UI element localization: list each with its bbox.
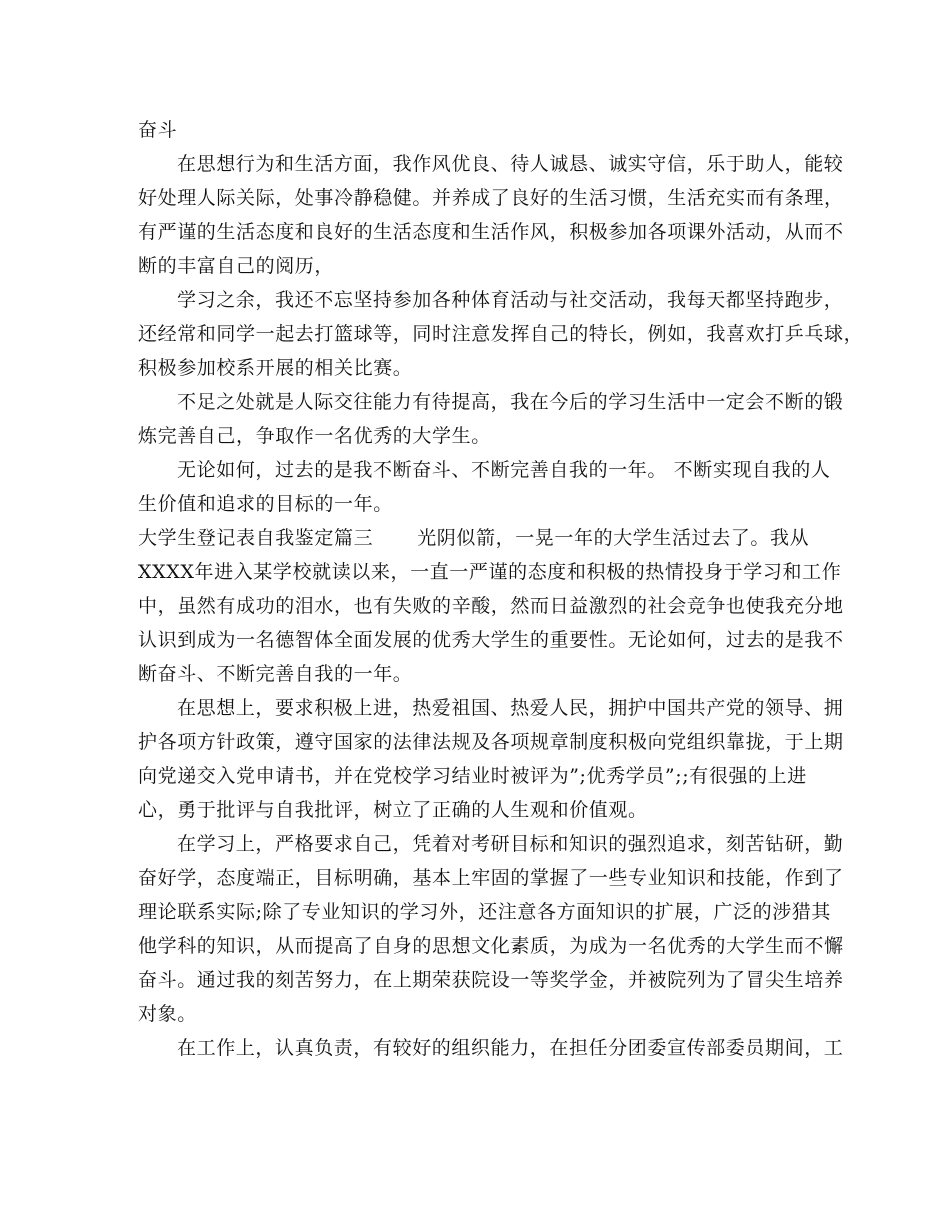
- text-line: 断的丰富自己的阅历，: [138, 255, 335, 277]
- text-line: 好处理人际关际，处事冷静稳健。并养成了良好的生活习惯，生活充实而有条理，: [138, 187, 844, 209]
- paragraph-start: 不足之处就是人际交往能力有待提高，我在今后的学习生活中一定会不断的锻: [177, 391, 844, 413]
- paragraph-start: 学习之余，我还不忘坚持参加各种体育活动与社交活动，我每天都坚持跑步，: [177, 289, 844, 311]
- section-heading-line: [138, 526, 814, 550]
- paragraph-start: 在思想行为和生活方面，我作风优良、待人诚恳、诚实守信，乐于助人，能较: [177, 153, 844, 175]
- text-line: 奋斗: [138, 119, 178, 141]
- text-line: 生价值和追求的目标的一年。: [138, 493, 393, 515]
- paragraph-start: 在学习上，严格要求自己，凭着对考研目标和知识的强烈追求，刻苦钻研，勤: [177, 833, 844, 855]
- paragraph-start: 在思想上，要求积极上进，热爱祖国、热爱人民，拥护中国共产党的领导、拥: [177, 697, 844, 719]
- text-line: 中，虽然有成功的泪水，也有失败的辛酸，然而日益激烈的社会竞争也使我充分地: [138, 595, 844, 617]
- text-line: 认识到成为一名德智体全面发展的优秀大学生的重要性。无论如何，过去的是我不: [138, 629, 844, 651]
- text-line: 还经常和同学一起去打篮球等，同时注意发挥自己的特长，例如，我喜欢打乒乓球，: [138, 323, 864, 345]
- section-lead: 光阴似箭，一晃一年的大学生活过去了。我从: [417, 527, 810, 549]
- text-line: 对象。: [138, 1003, 197, 1025]
- paragraph-start: 无论如何，过去的是我不断奋斗、不断完善自我的一年。 不断实现自我的人: [177, 459, 831, 481]
- text-line: XXXX年进入某学校就读以来，一直一严谨的态度和积极的热情投身于学习和工作: [138, 561, 842, 583]
- text-line: 向党递交入党申请书，并在党校学习结业时被评为”;优秀学员”;;有很强的上进: [138, 765, 807, 787]
- text-line: 积极参加校系开展的相关比赛。: [138, 357, 413, 379]
- text-line: 他学科的知识，从而提高了自身的思想文化素质，为成为一名优秀的大学生而不懈: [138, 935, 844, 957]
- text-line: 炼完善自己，争取作一名优秀的大学生。: [138, 425, 491, 447]
- text-line: 心，勇于批评与自我批评，树立了正确的人生观和价值观。: [138, 799, 648, 821]
- text-line: 护各项方针政策，遵守国家的法律法规及各项规章制度积极向党组织靠拢，于上期: [138, 731, 844, 753]
- text-line: 有严谨的生活态度和良好的生活态度和生活作风，积极参加各项课外活动，从而不: [138, 221, 844, 243]
- section-heading: 大学生登记表自我鉴定篇三: [138, 527, 374, 549]
- text-line: 奋好学，态度端正，目标明确，基本上牢固的掌握了一些专业知识和技能，作到了: [138, 867, 844, 889]
- text-line: 理论联系实际;除了专业知识的学习外，还注意各方面知识的扩展，广泛的涉猎其: [138, 901, 832, 923]
- text-line: 断奋斗、不断完善自我的一年。: [138, 663, 413, 685]
- paragraph-start: 在工作上，认真负责，有较好的组织能力，在担任分团委宣传部委员期间，工: [177, 1037, 844, 1059]
- text-line: 奋斗。通过我的刻苦努力，在上期荣获院设一等奖学金，并被院列为了冒尖生培养: [138, 969, 844, 991]
